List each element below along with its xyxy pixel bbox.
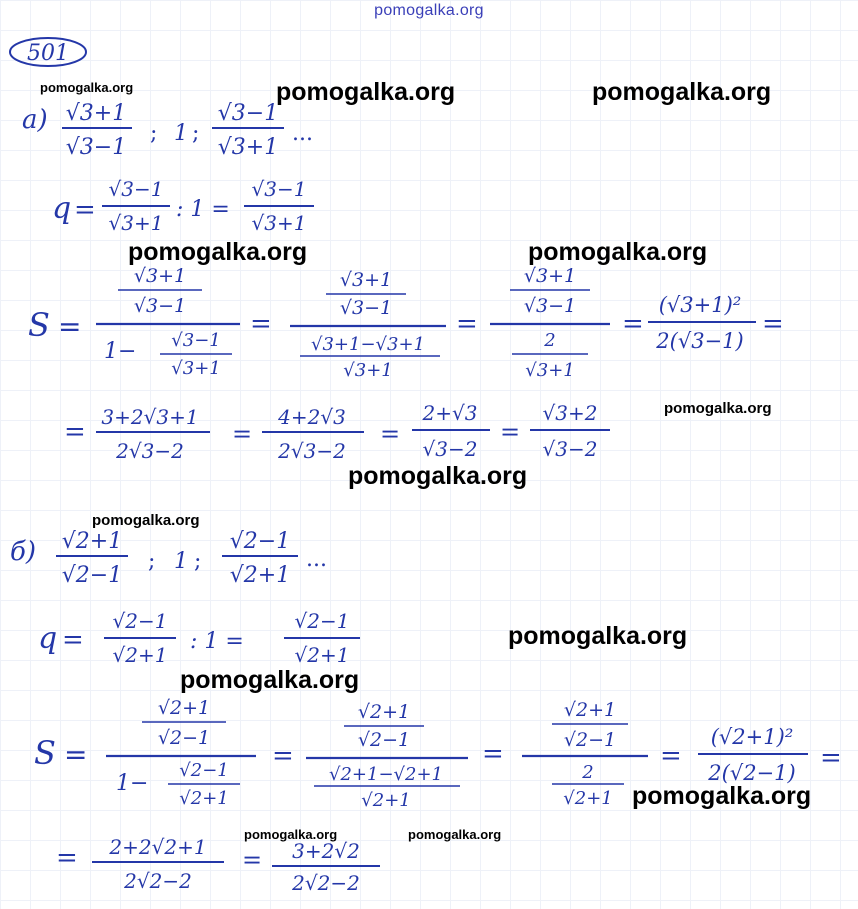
part-a-seq-t3-num: √3−1 xyxy=(217,101,279,126)
watermark: pomogalka.org xyxy=(276,78,456,106)
part-b-s2-f1-num: 2+2√2+1 xyxy=(109,835,207,859)
part-b-seq-t3-num: √2−1 xyxy=(229,529,291,554)
equals-sign: = xyxy=(56,843,78,873)
part-a-s-f3-top-num: √3+1 xyxy=(523,265,577,287)
watermark: pomogalka.org xyxy=(180,666,360,694)
part-b-ratio-den2: √2+1 xyxy=(294,643,350,667)
equals-sign: = xyxy=(74,195,96,225)
part-b-s-f4-den: 2(√2−1) xyxy=(708,761,796,785)
separator: ; xyxy=(150,121,158,146)
part-a-seq-t3-den: √3+1 xyxy=(217,135,279,160)
part-b-s2-f2-num: 3+2√2 xyxy=(292,839,360,863)
part-a-s2-f4-den: √3−2 xyxy=(542,437,598,461)
equals-sign: = xyxy=(500,418,521,446)
part-a-s2-f2-den: 2√3−2 xyxy=(278,439,346,463)
part-b-label: б) xyxy=(10,537,37,567)
equals-sign: = xyxy=(242,846,263,874)
part-b-s-f1-top-num: √2+1 xyxy=(157,697,211,719)
part-a-s-f2-top-num: √3+1 xyxy=(339,269,393,291)
watermark: pomogalka.org xyxy=(664,400,772,417)
part-b-s-f1-bot-num: √2−1 xyxy=(179,760,229,781)
part-b-s-f1-bot-den: √2+1 xyxy=(179,788,229,809)
part-b-ratio-times: : 1 = xyxy=(190,629,244,654)
equals-sign: = xyxy=(58,310,82,343)
part-a-label: а) xyxy=(22,105,48,135)
equals-sign: = xyxy=(232,420,253,448)
part-b-seq-t1-num: √2+1 xyxy=(61,529,123,554)
part-b-s-f1-top-den: √2−1 xyxy=(157,727,211,749)
equals-sign: = xyxy=(62,625,84,655)
part-a-ratio-lhs: q xyxy=(52,191,72,226)
equals-sign: = xyxy=(380,420,401,448)
separator: ; xyxy=(194,549,202,574)
part-a-s-f3-top-den: √3−1 xyxy=(523,295,577,317)
part-a-s-f1-bot-den: √3+1 xyxy=(171,358,221,379)
part-b-seq-t2: 1 xyxy=(174,549,188,574)
part-b-s-f2-bot-den: √2+1 xyxy=(361,790,411,811)
part-b-ratio-den1: √2+1 xyxy=(112,643,168,667)
equals-sign: = xyxy=(820,743,842,773)
part-b-ratio-num1: √2−1 xyxy=(112,609,168,633)
part-a-s-f2-bot-num: √3+1−√3+1 xyxy=(311,334,425,355)
part-b-s-f3-bot-num: 2 xyxy=(582,762,594,783)
part-b-ratio-lhs: q xyxy=(38,621,58,656)
part-b-s-f3-top-den: √2−1 xyxy=(563,729,617,751)
watermark: pomogalka.org xyxy=(348,462,528,490)
part-a-s-f3-bot-num: 2 xyxy=(544,330,556,351)
equals-sign: = xyxy=(64,417,86,447)
problem-number: 501 xyxy=(27,41,69,66)
watermark: pomogalka.org xyxy=(408,827,502,842)
watermark: pomogalka.org xyxy=(92,512,200,529)
part-a-s-f1-top-den: √3−1 xyxy=(133,295,187,317)
part-a-ratio-num1: √3−1 xyxy=(108,177,164,201)
equals-sign: = xyxy=(482,739,504,769)
part-a-s-f1-bot-prefix: 1− xyxy=(104,339,137,364)
part-a-s-f4-den: 2(√3−1) xyxy=(656,329,744,353)
part-a-s2-f3-den: √3−2 xyxy=(422,437,478,461)
part-b-s2-f2-den: 2√2−2 xyxy=(292,871,360,895)
part-a-s-f1-top-num: √3+1 xyxy=(133,265,187,287)
part-b-s-f2-bot-num: √2+1−√2+1 xyxy=(329,764,443,785)
separator: ; xyxy=(192,121,200,146)
equals-sign: = xyxy=(622,309,644,339)
part-b-s2-f1-den: 2√2−2 xyxy=(124,869,192,893)
watermark: pomogalka.org xyxy=(244,827,338,842)
part-a-s2-f4-num: √3+2 xyxy=(542,401,598,425)
part-a-s-f4-num: (√3+1)² xyxy=(658,293,742,317)
part-a-ratio-num2: √3−1 xyxy=(251,177,307,201)
part-a-s-f2-bot-den: √3+1 xyxy=(343,360,393,381)
part-b-s-f4-num: (√2+1)² xyxy=(710,725,794,749)
equals-sign: = xyxy=(64,738,88,771)
part-a-seq-ellipsis: ... xyxy=(292,121,313,146)
part-b-s-f3-top-num: √2+1 xyxy=(563,699,617,721)
watermark: pomogalka.org xyxy=(528,238,708,266)
part-a-s2-f2-num: 4+2√3 xyxy=(278,405,346,429)
site-header-link[interactable]: pomogalka.org xyxy=(374,2,484,19)
part-a-s2-f3-num: 2+√3 xyxy=(422,401,478,425)
watermark: pomogalka.org xyxy=(592,78,772,106)
part-a-s-f3-bot-den: √3+1 xyxy=(525,360,575,381)
equals-sign: = xyxy=(250,309,272,339)
watermark: pomogalka.org xyxy=(508,622,688,650)
part-a-ratio-den1: √3+1 xyxy=(108,211,164,235)
part-a-s-f1-bot-num: √3−1 xyxy=(171,330,221,351)
part-a-seq-t1-den: √3−1 xyxy=(65,135,127,160)
part-a-sum-lhs: S xyxy=(28,306,50,344)
separator: ; xyxy=(148,549,156,574)
watermark: pomogalka.org xyxy=(40,80,134,95)
watermark: pomogalka.org xyxy=(632,782,812,810)
part-b-s-f2-top-den: √2−1 xyxy=(357,729,411,751)
part-a-seq-t1-num: √3+1 xyxy=(65,101,127,126)
part-b-seq-t3-den: √2+1 xyxy=(229,563,291,588)
part-b-s-f2-top-num: √2+1 xyxy=(357,701,411,723)
part-b-seq-ellipsis: ... xyxy=(306,547,327,572)
part-a-ratio-times: : 1 = xyxy=(176,197,230,222)
part-a-seq-t2: 1 xyxy=(174,121,188,146)
part-b-ratio-num2: √2−1 xyxy=(294,609,350,633)
part-a-s-f2-top-den: √3−1 xyxy=(339,297,393,319)
equals-sign: = xyxy=(762,309,784,339)
part-b-s-f1-bot-prefix: 1− xyxy=(116,771,149,796)
watermark: pomogalka.org xyxy=(128,238,308,266)
part-a-s2-f1-num: 3+2√3+1 xyxy=(101,405,199,429)
equals-sign: = xyxy=(272,741,294,771)
part-b-seq-t1-den: √2−1 xyxy=(61,563,123,588)
part-a-ratio-den2: √3+1 xyxy=(251,211,307,235)
part-a-s2-f1-den: 2√3−2 xyxy=(116,439,184,463)
part-b-s-f3-bot-den: √2+1 xyxy=(563,788,613,809)
equals-sign: = xyxy=(660,741,682,771)
equals-sign: = xyxy=(456,309,478,339)
part-b-sum-lhs: S xyxy=(34,734,56,772)
